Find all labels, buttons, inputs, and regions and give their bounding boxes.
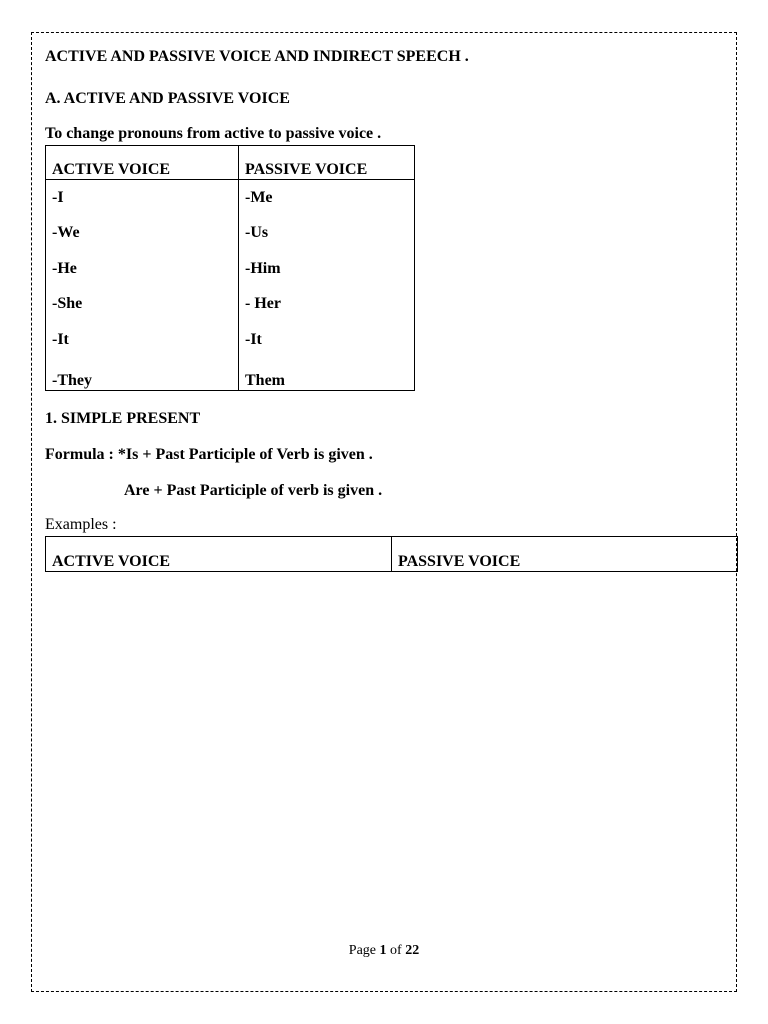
table-row [46, 358, 415, 391]
simple-present-heading: 1. SIMPLE PRESENT [45, 410, 201, 427]
formula-line-2: Are + Past Participle of verb is given . [124, 482, 383, 499]
pronoun-intro: To change pronouns from active to passive voice . [45, 125, 382, 142]
examples-header-active: ACTIVE VOICE [46, 537, 392, 572]
footer-middle: of [386, 943, 406, 958]
footer-total-pages: 22 [405, 943, 420, 958]
table-row [46, 322, 415, 358]
header-active-voice: ACTIVE VOICE [46, 146, 239, 180]
active-pronoun: -They [46, 358, 239, 391]
footer-prefix: Page [348, 943, 380, 958]
examples-table-header-row [46, 537, 738, 572]
footer-current-page: 1 [379, 943, 387, 958]
pronoun-table-header-row [46, 146, 415, 180]
passive-pronoun: Them [239, 358, 415, 391]
passive-pronoun: - Her [239, 287, 415, 323]
table-row [46, 216, 415, 252]
active-pronoun: -It [46, 322, 239, 358]
active-pronoun: -We [46, 216, 239, 252]
table-row [46, 251, 415, 287]
pronoun-table [45, 145, 415, 391]
section-a-heading: A. ACTIVE AND PASSIVE VOICE [45, 90, 290, 107]
passive-pronoun: -Him [239, 251, 415, 287]
passive-pronoun: -Me [239, 180, 415, 216]
examples-label: Examples : [45, 516, 117, 533]
active-pronoun: -I [46, 180, 239, 216]
document-title: ACTIVE AND PASSIVE VOICE AND INDIRECT SPEECH . [45, 48, 469, 65]
formula-line-1: Formula : *Is + Past Participle of Verb is given . [45, 446, 373, 463]
active-pronoun: -He [46, 251, 239, 287]
examples-header-passive: PASSIVE VOICE [392, 537, 738, 572]
table-row [46, 287, 415, 323]
active-pronoun: -She [46, 287, 239, 323]
passive-pronoun: -Us [239, 216, 415, 252]
passive-pronoun: -It [239, 322, 415, 358]
table-row [46, 180, 415, 216]
page-footer [0, 943, 768, 959]
examples-table [45, 536, 738, 572]
header-passive-voice: PASSIVE VOICE [239, 146, 415, 180]
